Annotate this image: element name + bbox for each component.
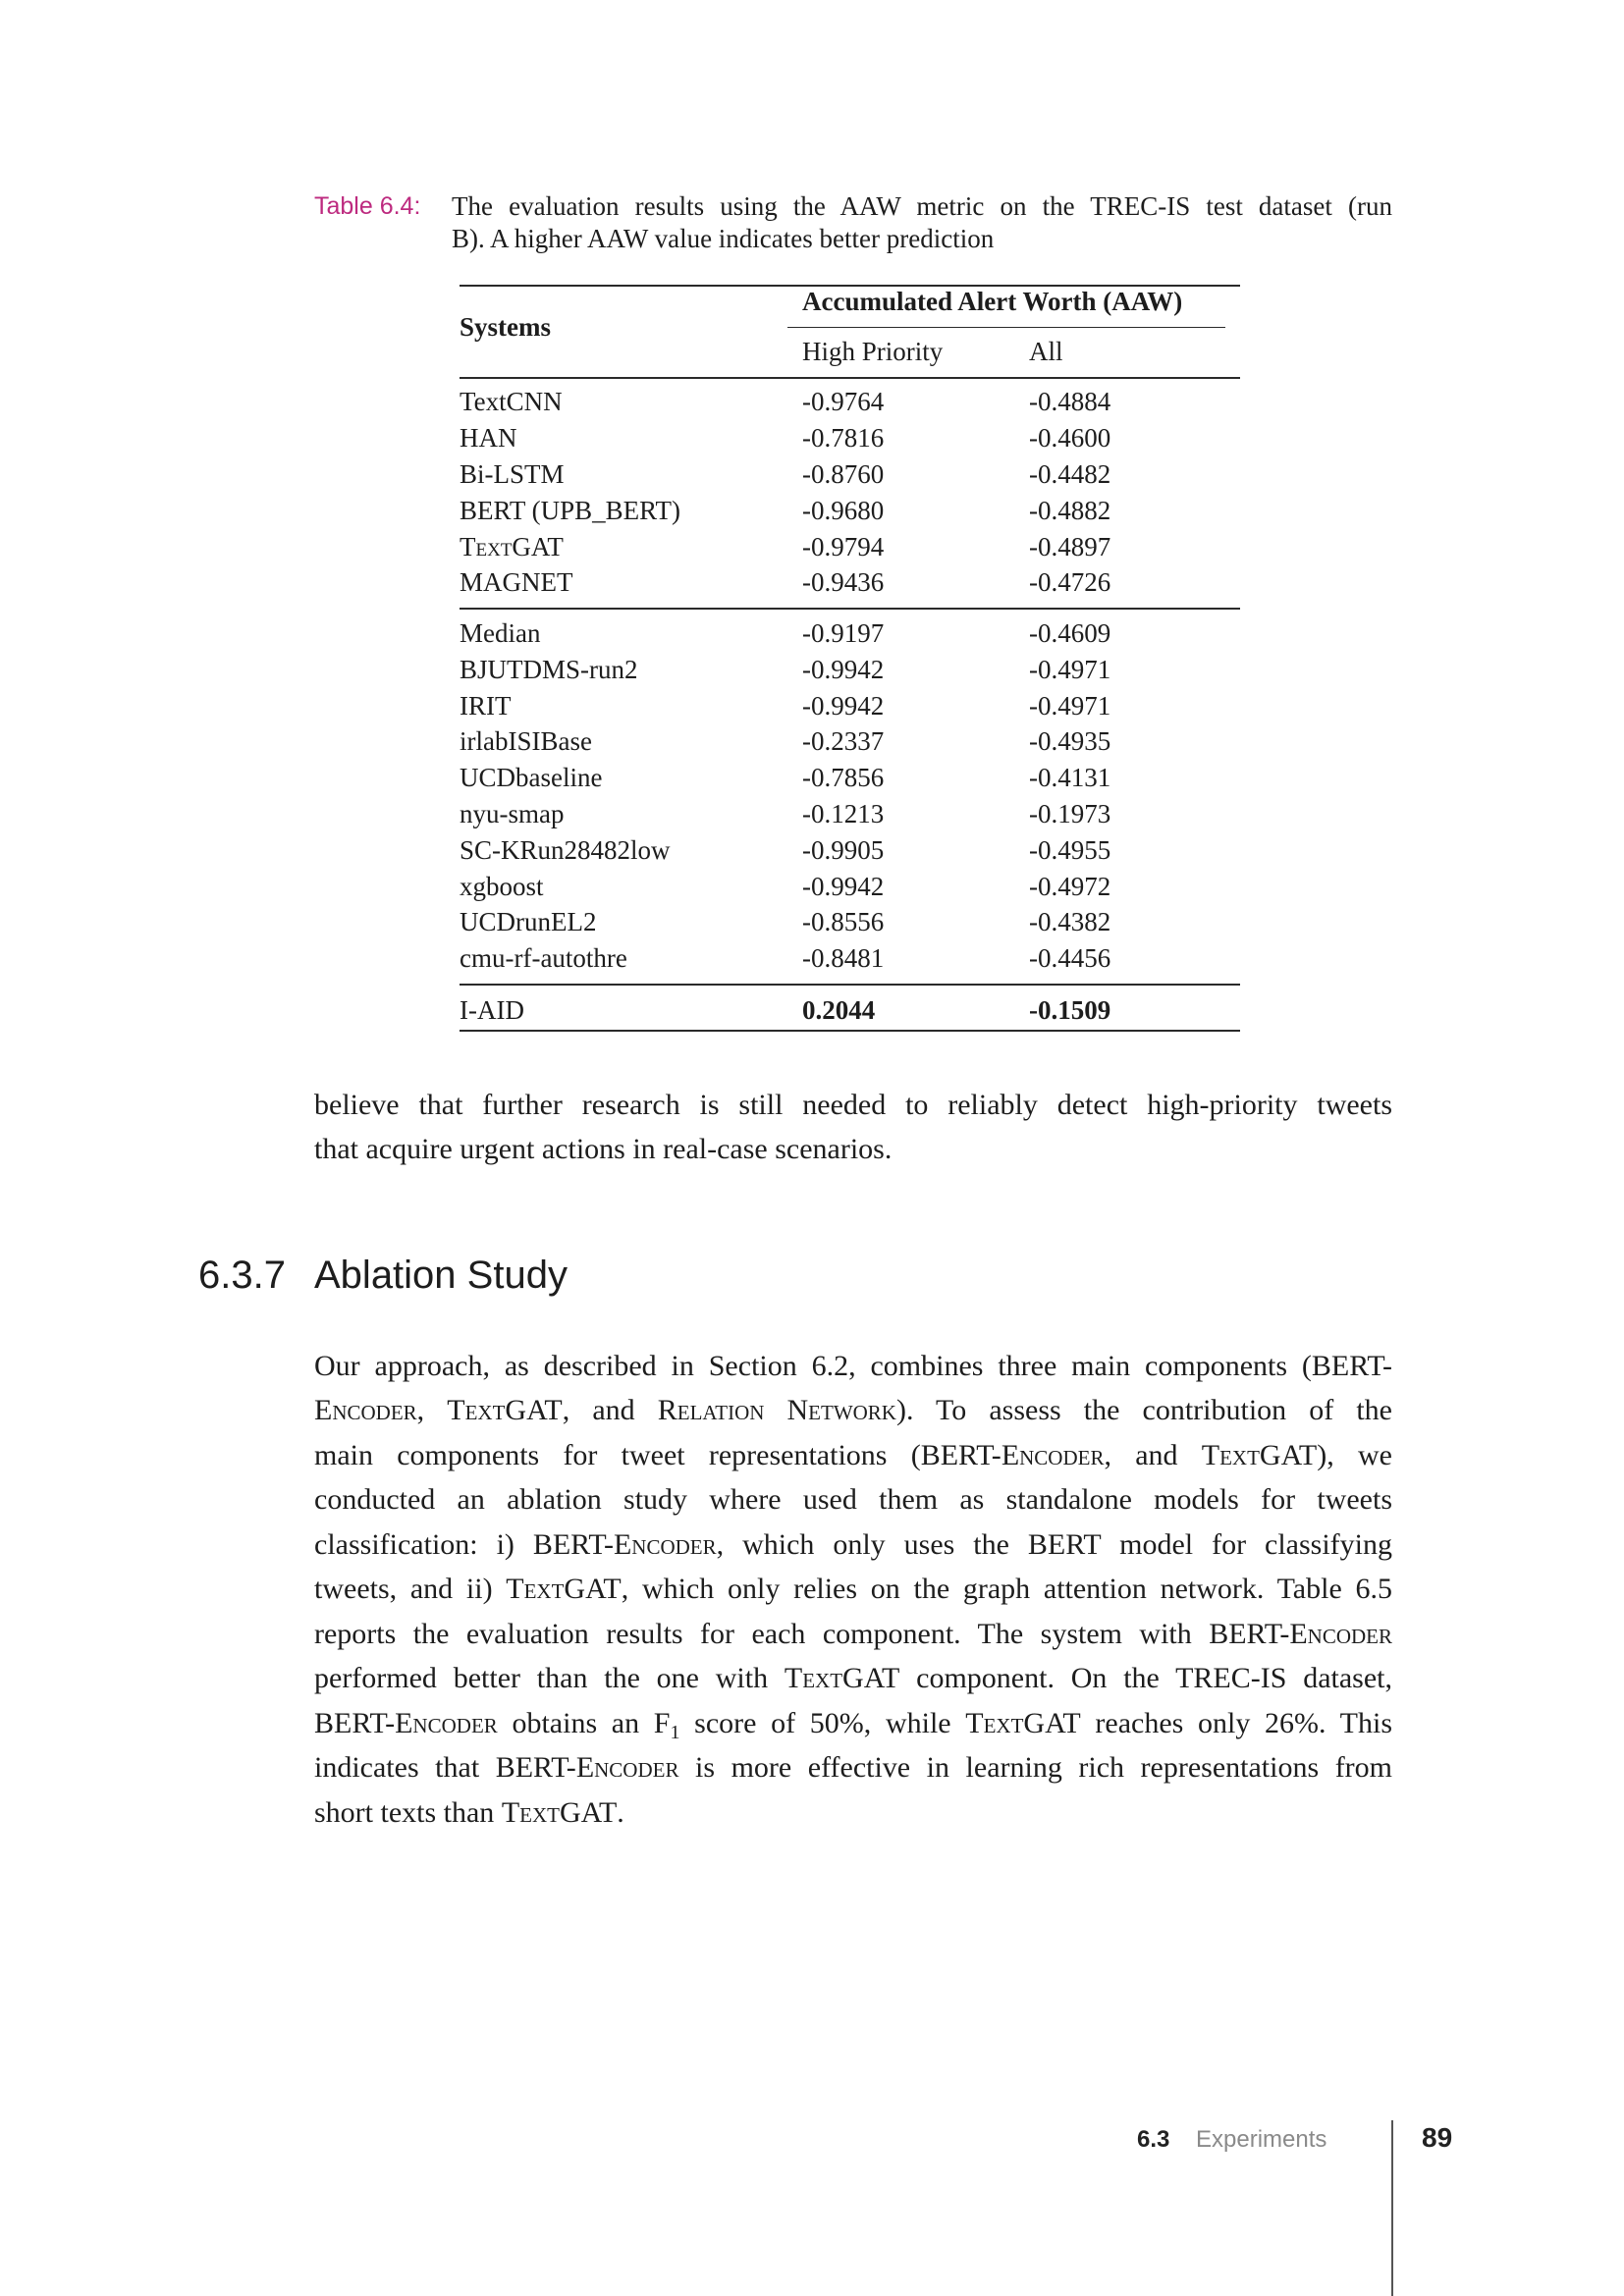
text-segment: score of 50%, while (679, 1707, 966, 1739)
text-segment: conducted an ablation study where used them as standalone models for tweets (314, 1483, 1392, 1516)
text-line: that acquire urgent actions in real-case scenarios. (314, 1133, 893, 1165)
text-segment: Our approach, as described in Section 6.2, combines three main components (BERT- (314, 1350, 1392, 1382)
subscript: 1 (670, 1722, 680, 1743)
system-name: irlabISIBase (460, 726, 592, 756)
all-value: -0.4482 (1029, 459, 1111, 489)
system-name: SC-KRun28482low (460, 835, 671, 865)
text-segment: TextGAT (965, 1707, 1081, 1739)
text-line (314, 1656, 1392, 1701)
high-priority-value: -0.8760 (802, 459, 885, 489)
system-name: HAN (460, 423, 517, 453)
all-value: -0.4884 (1029, 387, 1111, 416)
system-name: cmu-rf-autothre (460, 943, 627, 973)
text-line (314, 1701, 1392, 1746)
text-segment: TextGAT (501, 1796, 618, 1829)
system-name: I-AID (460, 995, 524, 1025)
table-row (460, 493, 1240, 528)
all-value: -0.4935 (1029, 726, 1111, 756)
footer-divider (1391, 2120, 1393, 2296)
text-segment: ). To assess the contribution of the (895, 1394, 1392, 1426)
table-row (460, 760, 1240, 795)
all-value: -0.4971 (1029, 655, 1111, 684)
text-segment: tweets, and ii) (314, 1573, 507, 1605)
high-priority-value: -0.9942 (802, 872, 885, 901)
text-line (314, 1745, 1392, 1790)
table-row (460, 796, 1240, 831)
table-caption-line: The evaluation results using the AAW metric on the TREC-IS test dataset (run (452, 191, 1392, 221)
text-segment: component. On the TREC-IS dataset, (899, 1662, 1392, 1694)
all-value: -0.4972 (1029, 872, 1111, 901)
text-segment: Encoder (1289, 1618, 1392, 1650)
table-row (460, 456, 1240, 492)
text-line (314, 1344, 1392, 1389)
text-segment: , which only uses the BERT model for classifying (716, 1528, 1392, 1561)
text-segment: ), we (1317, 1439, 1392, 1471)
table-row (460, 992, 1240, 1028)
system-name: TextCNN (460, 387, 563, 416)
systems-header: Systems (460, 312, 551, 342)
system-name: IRIT (460, 691, 512, 721)
table-group-rule (460, 608, 1240, 610)
table-row (460, 904, 1240, 939)
high-priority-value: -0.9942 (802, 691, 885, 721)
system-name: nyu-smap (460, 799, 565, 828)
text-segment: performed better than the one with (314, 1662, 785, 1694)
table-caption-line: B). A higher AAW value indicates better prediction (452, 224, 995, 253)
table-group-rule (460, 984, 1240, 986)
text-segment: main components for tweet representations (BERT- (314, 1439, 1001, 1471)
footer-section-title: Experiments (1196, 2126, 1327, 2153)
table-row (460, 723, 1240, 759)
text-line (314, 1612, 1392, 1657)
table-row (460, 832, 1240, 868)
text-segment: Encoder (1001, 1439, 1105, 1471)
all-value: -0.4382 (1029, 907, 1111, 936)
table-row (460, 420, 1240, 455)
table-row (460, 688, 1240, 723)
text-segment: indicates that BERT- (314, 1751, 576, 1784)
text-segment: , and (562, 1394, 658, 1426)
table-row (460, 529, 1240, 564)
text-segment: Encoder (613, 1528, 717, 1561)
high-priority-value: -0.9942 (802, 655, 885, 684)
section-title: Ablation Study (314, 1254, 568, 1297)
system-name: BERT (UPB_BERT) (460, 496, 681, 525)
text-segment: TextGAT (1201, 1439, 1318, 1471)
system-name: Bi-LSTM (460, 459, 565, 489)
table-row (460, 869, 1240, 904)
high-priority-value: -0.9436 (802, 567, 885, 597)
high-priority-value: 0.2044 (802, 995, 876, 1025)
table-row (460, 652, 1240, 687)
high-priority-value: -0.9764 (802, 387, 885, 416)
text-segment: short texts than (314, 1796, 502, 1829)
text-line (314, 1790, 1392, 1836)
text-segment: TextGAT (447, 1394, 563, 1426)
all-value: -0.4897 (1029, 532, 1111, 561)
all-value: -0.4131 (1029, 763, 1111, 792)
text-segment: Encoder (314, 1394, 417, 1426)
all-value: -0.4971 (1029, 691, 1111, 721)
text-segment: classification: i) BERT- (314, 1528, 614, 1561)
text-segment: reaches only 26%. This (1080, 1707, 1392, 1739)
text-segment: obtains an F (497, 1707, 671, 1739)
high-priority-value: -0.8556 (802, 907, 885, 936)
metric-group-rule (787, 327, 1225, 328)
all-value: -0.4882 (1029, 496, 1111, 525)
high-priority-value: -0.7856 (802, 763, 885, 792)
all-value: -0.4609 (1029, 618, 1111, 648)
text-segment: is more effective in learning rich representations from (678, 1751, 1393, 1784)
text-line (314, 1567, 1392, 1612)
all-value: -0.1973 (1029, 799, 1111, 828)
high-priority-value: -0.9905 (802, 835, 885, 865)
high-priority-header: High Priority (802, 337, 944, 366)
table-row (460, 940, 1240, 976)
text-segment: TextGAT (784, 1662, 900, 1694)
table-bottom-rule (460, 1030, 1240, 1032)
system-name: UCDrunEL2 (460, 907, 597, 936)
footer-section-number: 6.3 (1137, 2126, 1170, 2153)
all-value: -0.1509 (1029, 995, 1111, 1025)
text-segment: TextGAT (506, 1573, 622, 1605)
high-priority-value: -0.9680 (802, 496, 885, 525)
all-value: -0.4955 (1029, 835, 1111, 865)
table-header-rule (460, 377, 1240, 379)
table-row (460, 564, 1240, 600)
high-priority-value: -0.2337 (802, 726, 885, 756)
table-row (460, 384, 1240, 419)
all-value: -0.4456 (1029, 943, 1111, 973)
text-line (314, 1522, 1392, 1568)
text-line (314, 1388, 1392, 1433)
high-priority-value: -0.1213 (802, 799, 885, 828)
text-segment: , (416, 1394, 448, 1426)
text-segment: , and (1104, 1439, 1202, 1471)
section-number: 6.3.7 (198, 1254, 286, 1297)
page-number: 89 (1422, 2122, 1453, 2153)
table-row (460, 615, 1240, 651)
text-line (314, 1477, 1392, 1522)
text-segment: . (617, 1796, 624, 1829)
metric-group-header: Accumulated Alert Worth (AAW) (802, 287, 1183, 316)
text-line (314, 1433, 1392, 1478)
text-segment: BERT- (314, 1707, 396, 1739)
system-name: MAGNET (460, 567, 573, 597)
high-priority-value: -0.8481 (802, 943, 885, 973)
high-priority-value: -0.9197 (802, 618, 885, 648)
text-segment: Relation Network (657, 1394, 896, 1426)
text-segment: , which only relies on the graph attention network. Table 6.5 (621, 1573, 1392, 1605)
all-value: -0.4726 (1029, 567, 1111, 597)
text-segment: Encoder (395, 1707, 498, 1739)
text-segment: reports the evaluation results for each component. The system with BERT- (314, 1618, 1290, 1650)
high-priority-value: -0.7816 (802, 423, 885, 453)
system-name: BJUTDMS-run2 (460, 655, 638, 684)
text-segment: Encoder (575, 1751, 679, 1784)
text-line: believe that further research is still needed to reliably detect high-priority tweets (314, 1089, 1392, 1121)
table-caption-label: Table 6.4: (314, 192, 421, 220)
system-name: Median (460, 618, 541, 648)
system-name: xgboost (460, 872, 544, 901)
system-name: TextGAT (460, 532, 564, 561)
all-header: All (1029, 337, 1063, 366)
all-value: -0.4600 (1029, 423, 1111, 453)
system-name: UCDbaseline (460, 763, 603, 792)
high-priority-value: -0.9794 (802, 532, 885, 561)
